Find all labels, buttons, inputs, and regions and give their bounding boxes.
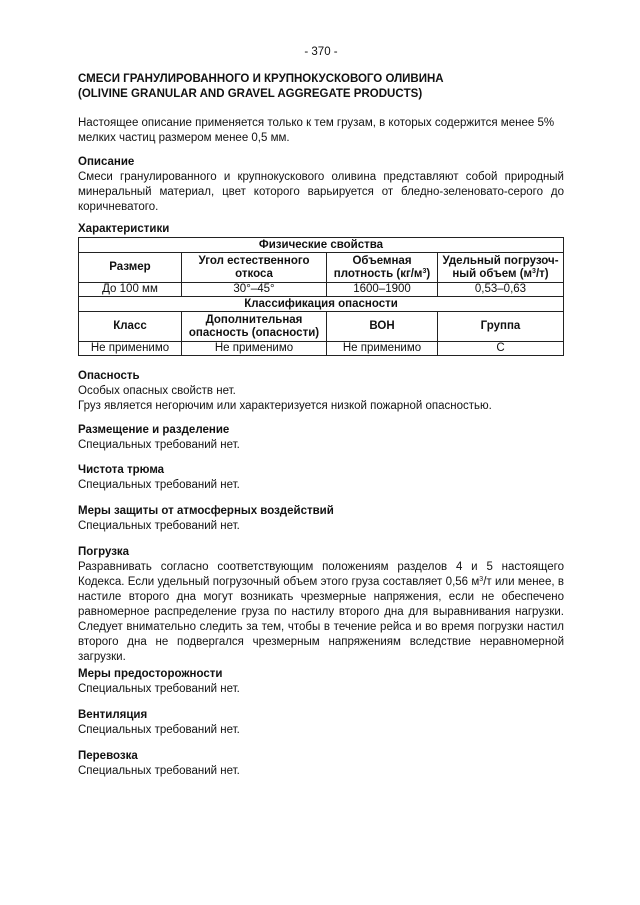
description-section <box>78 155 564 215</box>
description-text: Смеси гранулированного и крупнокускового оливина представляют собой природный минеральный материал, цвет которого варьируется от бледно-зеленовато-серого до коричневатого. <box>78 171 564 213</box>
stowage-text: Специальных требований нет. <box>78 439 240 451</box>
hazard-line-2: Груз является негорючим или характеризуется низкой пожарной опасностью. <box>78 400 492 412</box>
page-number: - 370 - <box>304 46 338 58</box>
group-value: С <box>438 342 564 356</box>
hazard-heading: Опасность <box>78 370 140 382</box>
col-volume-header: Удельный погрузоч-ный объем $(м^3/т)$ <box>438 253 564 283</box>
col-class-header: Класс <box>79 312 182 342</box>
weather-section <box>78 504 564 534</box>
col-density-header: Объемная плотность $(кг/м^3)$ <box>327 253 438 283</box>
col-angle-header: Угол естественного откоса <box>182 253 327 283</box>
characteristics-heading: Характеристики <box>78 223 170 235</box>
title-english: (OLIVINE GRANULAR AND GRAVEL AGGREGATE PRODUCTS) <box>78 88 423 100</box>
title-russian: СМЕСИ ГРАНУЛИРОВАННОГО И КРУПНОКУСКОВОГО ОЛИВИНА <box>78 73 444 85</box>
intro-section <box>78 116 564 146</box>
col-subsidiary-header: Дополнительная опасность (опасности) <box>182 312 327 342</box>
angle-value: 30°–45° <box>182 283 327 297</box>
hazard-section <box>78 369 564 414</box>
intro-text: Настоящее описание применяется только к тем грузам, в которых содержится менее 5% мелких частиц размером менее 0,5 мм. <box>78 117 555 144</box>
col-mhb-header: ВОН <box>327 312 438 342</box>
ventilation-section <box>78 708 564 738</box>
carriage-text: Специальных требований нет. <box>78 765 240 777</box>
subsidiary-value: Не применимо <box>182 342 327 356</box>
loading-section <box>78 545 564 665</box>
volume-value: 0,53–0,63 <box>438 283 564 297</box>
loading-heading: Погрузка <box>78 546 130 558</box>
precautions-text: Специальных требований нет. <box>78 683 240 695</box>
weather-text: Специальных требований нет. <box>78 520 240 532</box>
col-group-header: Группа <box>438 312 564 342</box>
col-size-header: Размер <box>79 253 182 283</box>
carriage-section <box>78 749 564 779</box>
precautions-heading: Меры предосторожности <box>78 668 223 680</box>
document-title <box>78 72 444 102</box>
weather-heading: Меры защиты от атмосферных воздействий <box>78 505 334 517</box>
size-value: До 100 мм <box>79 283 182 297</box>
precautions-section <box>78 667 564 697</box>
description-heading: Описание <box>78 156 135 168</box>
loading-text: Разравнивать согласно соответствующим положениям разделов 4 и 5 настоящего Кодекса. Если удельный погрузочный объем этого груза составляет 0,56 $м^3/т$ или менее, в настиле второго дна могут возникать чрезмерные напряжения, если не обеспечено равномерное распределение груза по настилу второго дна для выравнивания нагрузки. Следует внимательно следить за тем, чтобы в течение рейса и во время погрузки настил второго дна не подвергался чрезмерным напряжениям вследствие неравномерной загрузки. <box>78 561 564 663</box>
ventilation-text: Специальных требований нет. <box>78 724 240 736</box>
physical-properties-caption: Физические свойства <box>79 238 564 253</box>
stowage-heading: Размещение и разделение <box>78 424 230 436</box>
hazard-line-1: Особых опасных свойств нет. <box>78 385 236 397</box>
stowage-section <box>78 423 564 453</box>
hold-text: Специальных требований нет. <box>78 479 240 491</box>
physical-properties-table <box>78 237 564 356</box>
ventilation-heading: Вентиляция <box>78 709 148 721</box>
class-value: Не применимо <box>79 342 182 356</box>
density-value: 1600–1900 <box>327 283 438 297</box>
carriage-heading: Перевозка <box>78 750 138 762</box>
mhb-value: Не применимо <box>327 342 438 356</box>
hazard-classification-caption: Классификация опасности <box>79 297 564 312</box>
characteristics-section <box>78 222 564 356</box>
hold-heading: Чистота трюма <box>78 464 165 476</box>
hold-cleanliness-section <box>78 463 564 493</box>
